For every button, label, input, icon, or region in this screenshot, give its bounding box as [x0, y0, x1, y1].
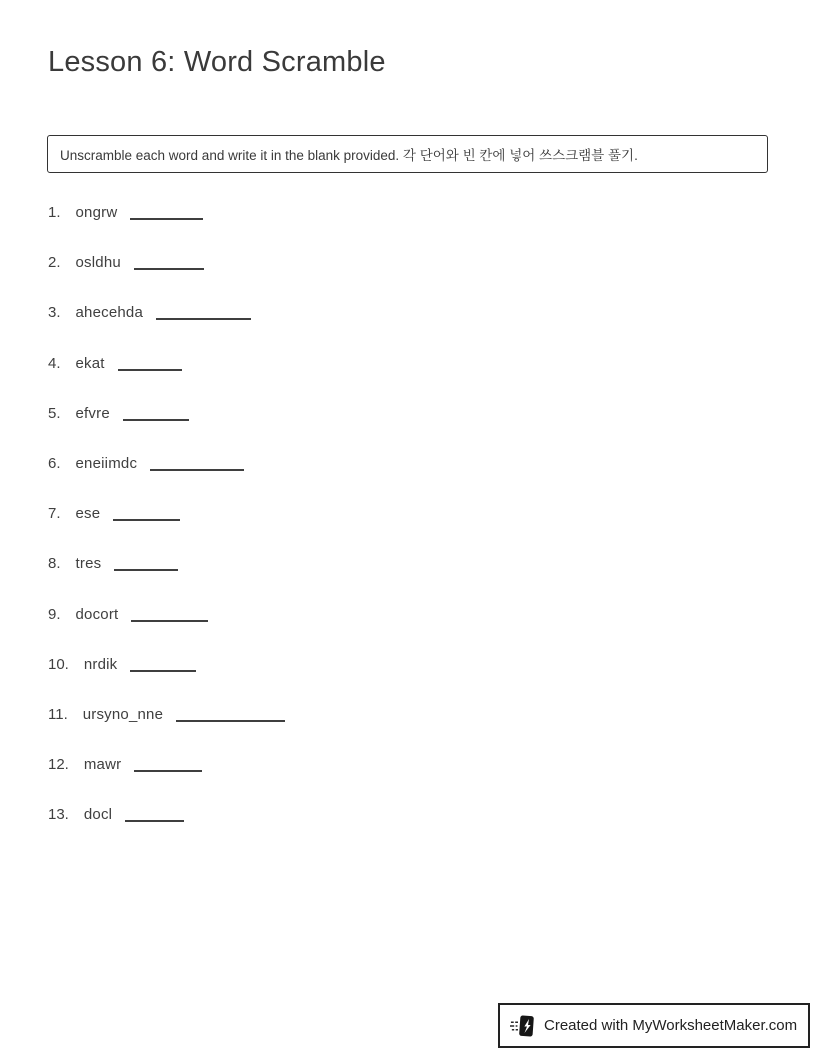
instruction-box — [47, 135, 768, 173]
answer-blank — [176, 720, 285, 722]
answer-blank — [156, 318, 251, 320]
item-number: 7. — [48, 505, 61, 523]
scrambled-word: efvre — [75, 404, 110, 422]
answer-blank — [130, 218, 203, 220]
scramble-item — [48, 405, 285, 455]
answer-blank — [130, 670, 196, 672]
scramble-item — [48, 806, 285, 856]
answer-blank — [118, 369, 182, 371]
scramble-item — [48, 756, 285, 806]
scrambled-word: mawr — [83, 756, 122, 774]
scrambled-word: nrdik — [83, 655, 118, 673]
answer-blank — [123, 419, 189, 421]
scramble-item — [48, 204, 285, 254]
item-number: 10. — [48, 655, 69, 673]
footer-branding-link[interactable] — [498, 1003, 810, 1048]
scrambled-word: ese — [75, 505, 101, 523]
answer-blank — [134, 268, 204, 270]
scramble-item — [48, 656, 285, 706]
scrambled-word: ekat — [75, 354, 105, 372]
item-number: 11. — [48, 705, 68, 723]
item-number: 9. — [48, 605, 61, 623]
answer-blank — [125, 820, 184, 822]
scrambled-word: tres — [75, 555, 102, 573]
scramble-item — [48, 505, 285, 555]
item-number: 12. — [48, 756, 69, 774]
item-number: 8. — [48, 555, 61, 573]
answer-blank — [114, 569, 178, 571]
scrambled-word: docort — [75, 605, 119, 623]
item-number: 6. — [48, 454, 61, 472]
page-title: Lesson 6: Word Scramble — [48, 46, 386, 78]
item-number: 1. — [48, 204, 61, 221]
scramble-item — [48, 355, 285, 405]
answer-blank — [113, 519, 180, 521]
scrambled-word: osldhu — [75, 254, 121, 272]
scrambled-word: docl — [83, 806, 113, 824]
scramble-item — [48, 304, 285, 354]
item-number: 4. — [48, 354, 61, 372]
worksheet-maker-logo-icon — [510, 1012, 536, 1040]
scrambled-word: ongrw — [75, 204, 118, 221]
item-number: 2. — [48, 254, 61, 272]
answer-blank — [150, 469, 244, 471]
scrambled-word: eneiimdc — [75, 454, 138, 472]
scramble-item — [48, 455, 285, 505]
instruction-text: Unscramble each word and write it in the blank provided. 각 단어와 빈 칸에 넣어 쓰스크램블 풀기. — [60, 148, 638, 163]
item-number: 3. — [48, 304, 61, 322]
answer-blank — [131, 620, 208, 622]
scramble-item — [48, 706, 285, 756]
scramble-item — [48, 606, 285, 656]
scrambled-word: ahecehda — [75, 304, 144, 322]
item-number: 5. — [48, 404, 61, 422]
scrambled-word: ursyno_nne — [82, 705, 164, 723]
scramble-list — [48, 204, 285, 856]
scramble-item — [48, 555, 285, 605]
scramble-item — [48, 254, 285, 304]
item-number: 13. — [48, 806, 69, 824]
answer-blank — [134, 770, 202, 772]
footer-text: Created with MyWorksheetMaker.com — [544, 1017, 798, 1034]
